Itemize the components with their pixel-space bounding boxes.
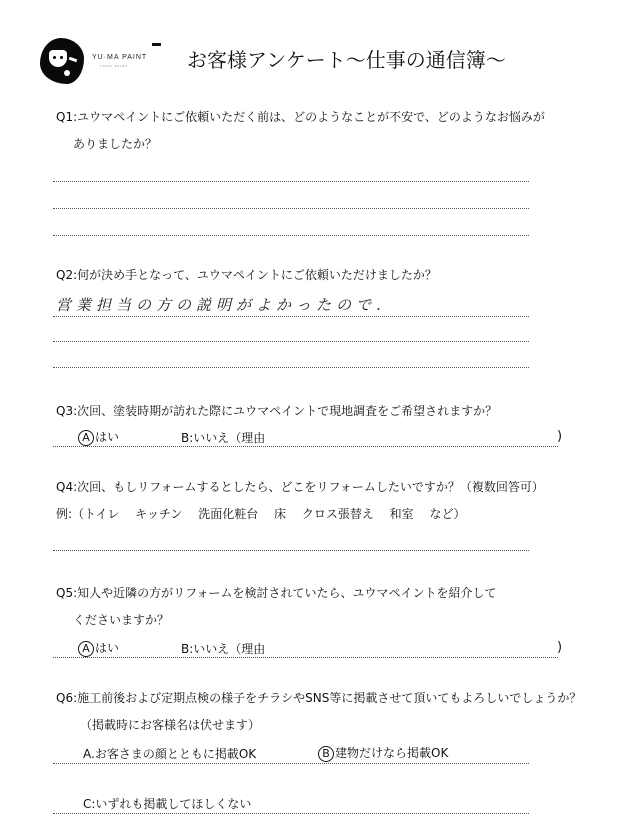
- q5-option-a[interactable]: [78, 640, 119, 657]
- q5-option-b[interactable]: B:いいえ（理由: [181, 642, 266, 656]
- q3-label: Q3:次回、塗装時期が訪れた際にユウマペイントで現地調査をご希望されますか？: [56, 404, 498, 418]
- q5-label: Q5:知人や近隣の方がリフォームを検討されていたら、ユウマペイントを紹介して: [56, 586, 497, 600]
- q2-label: Q2:何が決め手となって、ユウマペイントにご依頼いただけましたか？: [56, 268, 437, 282]
- q2-answer-line-2[interactable]: [53, 341, 529, 342]
- q4-answer-line[interactable]: [53, 550, 529, 551]
- company-logo: [40, 38, 170, 88]
- q2-answer-line-3[interactable]: [53, 367, 529, 368]
- q6-option-b-circled: B: [318, 746, 334, 762]
- q6-option-c-line: [53, 813, 529, 814]
- q5-option-a-label: はい: [95, 641, 120, 655]
- q3-close-paren: ): [557, 429, 563, 444]
- q1-label-cont: ありましたか？: [73, 137, 158, 151]
- q5-close-paren: ): [557, 640, 563, 655]
- logo-blob-icon: [40, 38, 84, 84]
- q6-option-b-label: 建物だけなら掲載OK: [335, 746, 449, 760]
- logo-subtext: YUMA PAINT: [100, 64, 129, 68]
- q5-reason-line[interactable]: [53, 657, 558, 658]
- q1-answer-line-2[interactable]: [53, 208, 529, 209]
- q3-option-a-label: はい: [95, 430, 120, 444]
- q1-answer-line-1[interactable]: [53, 181, 529, 182]
- q1-answer-line-3[interactable]: [53, 235, 529, 236]
- logo-dash: [69, 57, 78, 63]
- dog-face-icon: [49, 50, 67, 67]
- q6-option-b[interactable]: [318, 745, 448, 762]
- logo-dot: [64, 70, 70, 76]
- page-title: お客様アンケート～仕事の通信簿～: [187, 48, 506, 72]
- q5-option-a-circled: A: [78, 641, 94, 657]
- q3-reason-line[interactable]: [53, 446, 558, 447]
- q2-handwritten-answer: 営業担当の方の説明がよかったので.: [56, 296, 386, 314]
- q5-label-cont: くださいますか？: [73, 613, 170, 627]
- q4-label: Q4:次回、もしリフォームするとしたら、どこをリフォームしたいですか？（複数回答可）: [56, 480, 544, 494]
- q6-label: Q6:施工前後および定期点検の様子をチラシやSNS等に掲載させて頂いてもよろしいでしょうか？: [56, 691, 582, 705]
- q3-option-a-circled: A: [78, 430, 94, 446]
- q4-example: 例:（トイレ キッチン 洗面化粧台 床 クロス張替え 和室 など）: [56, 507, 466, 521]
- logo-text: YU·MA PAINT: [92, 54, 148, 61]
- q6-option-c[interactable]: C:いずれも掲載してほしくない: [83, 797, 252, 811]
- q3-option-b[interactable]: B:いいえ（理由: [181, 431, 266, 445]
- q6-note: （掲載時にお客様名は伏せます）: [80, 718, 261, 732]
- q2-answer-line-1[interactable]: [53, 316, 529, 317]
- q6-option-ab-line: [53, 763, 529, 764]
- q6-option-a[interactable]: A.お客さまの顔とともに掲載OK: [83, 747, 257, 761]
- q1-label: Q1:ユウマペイントにご依頼いただく前は、どのようなことが不安で、どのようなお悩みが: [56, 110, 545, 124]
- logo-bar: [152, 43, 161, 46]
- q3-option-a[interactable]: [78, 429, 119, 446]
